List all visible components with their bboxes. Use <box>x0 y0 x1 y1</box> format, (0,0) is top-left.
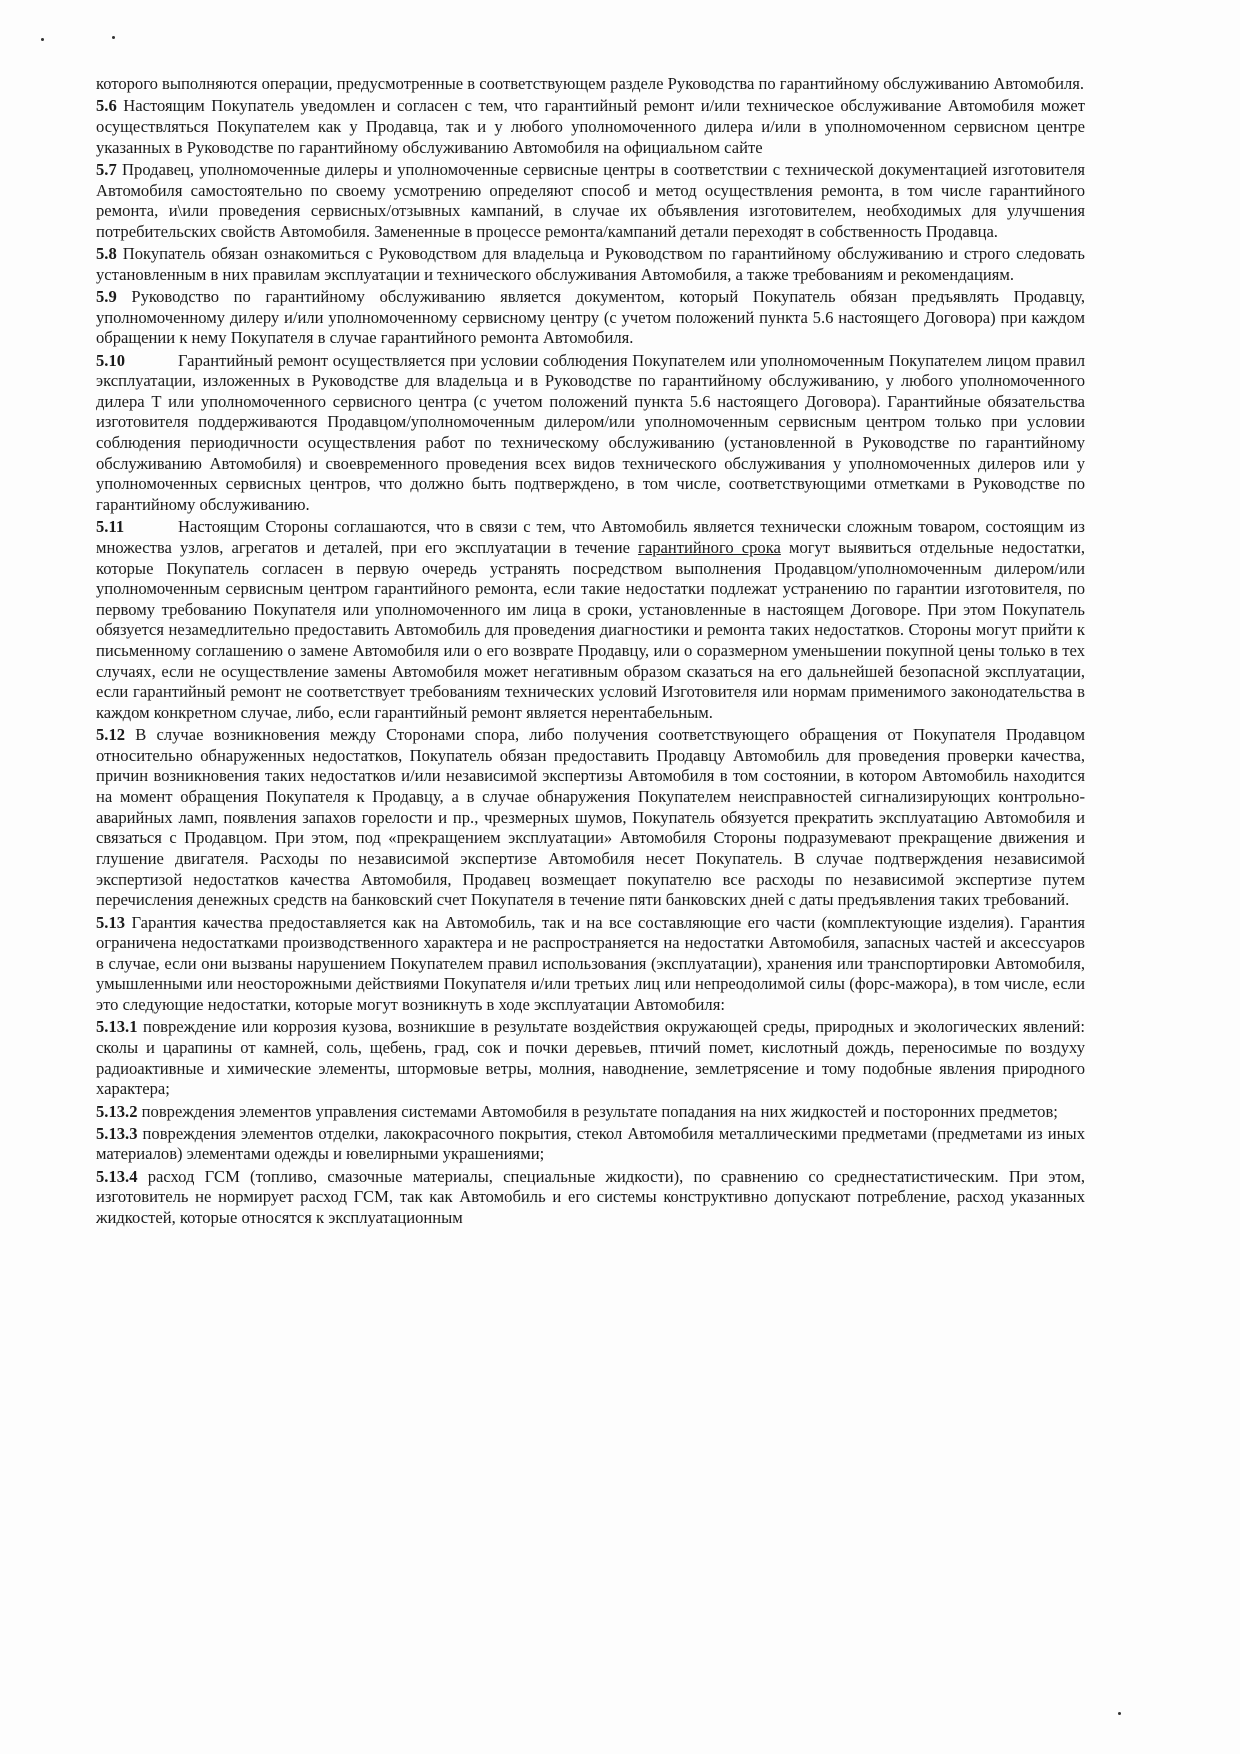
clause-number: 5.11 <box>96 517 125 537</box>
clause-5-13 <box>96 913 1085 1016</box>
clause-text: Руководство по гарантийному обслуживанию является документом, который Покупатель обязан предъявлять Продавцу, уполномоченному дилеру и/или уполномоченному сервисному центру (с учетом положений пункта 5.6 настоящего Договора) при каждом обращении к нему Покупателя в случае гарантийного ремонта Автомобиля. <box>96 287 1085 348</box>
clause-text: Гарантия качества предоставляется как на Автомобиль, так и на все составляющие его части (комплектующие изделия). Гарантия ограничена недостатками производственного характера и не распространяется на недостатки Автомобиля, запасных частей и аксессуаров в случае, если они вызваны нарушением Покупателем правил использования (эксплуатации), хранения или транспортировки Автомобиля, умышленными или неосторожными действиями Покупателя и/или третьих лиц или непреодолимой силы (форс-мажора), в том числе, если это следующие недостатки, которые могут возникнуть в ходе эксплуатации Автомобиля: <box>96 912 1086 1014</box>
clause-5-11 <box>96 517 1085 723</box>
clause-5-9 <box>96 287 1085 349</box>
paragraph-continuation: которого выполняются операции, предусмотренные в соответствующем разделе Руководства по гарантийному обслуживанию Автомобиля. <box>96 74 1085 93</box>
clause-number: 5.13.1 <box>96 1017 138 1037</box>
clause-5-8 <box>96 244 1085 285</box>
clause-text: повреждения элементов отделки, лакокрасочного покрытия, стекол Автомобиля металлическими предметами (предметами из иных материалов) элементами одежды и ювелирными украшениями; <box>96 1123 1085 1164</box>
clause-5-13-3 <box>96 1124 1085 1165</box>
clause-number: 5.10 <box>96 350 126 370</box>
scan-speck-2 <box>112 36 115 39</box>
clause-number: 5.8 <box>96 244 117 264</box>
clause-text: повреждения элементов управления системами Автомобиля в результате попадания на них жидкостей и посторонних предметов; <box>141 1101 1058 1121</box>
clause-number: 5.9 <box>96 287 117 306</box>
clause-number: 5.13.2 <box>96 1101 138 1121</box>
clause-5-6 <box>96 96 1085 158</box>
clause-5-13-2 <box>96 1102 1085 1123</box>
clause-number: 5.7 <box>96 159 117 179</box>
contract-text <box>96 74 1085 1230</box>
clause-number: 5.6 <box>96 96 117 116</box>
clause-text: Продавец, уполномоченные дилеры и уполномоченные сервисные центры в соответствии с технической документацией изготовителя Автомобиля самостоятельно по своему усмотрению определяют способ и метод осуществления ремонта, в том числе гарантийного ремонта, и\или проведения сервисных/отзывных кампаний, в случае их объявления изготовителем, необходимых для улучшения потребительских свойств Автомобиля. Замененные в процессе ремонта/кампаний детали переходят в собственность Продавца. <box>96 159 1086 241</box>
clause-text: В случае возникновения между Сторонами спора, либо получения соответствующего обращения от Покупателя Продавцом относительно обнаруженных недостатков, Покупатель обязан предоставить Продавцу Автомобиль для проведения проверки качества, причин возникновения таких недостатков и/или независимой экспертизы Автомобиля в том состоянии, в котором Автомобиль находится на момент обращения Покупателя к Продавцу, а в случае обнаружения Покупателем неисправностей сигнализирующих контрольно-аварийных ламп, появления запахов горелости и пр., чрезмерных шумов, Покупатель обязуется прекратить эксплуатацию Автомобиля и связаться с Продавцом. При этом, под «прекращением эксплуатации» Автомобиля Стороны подразумевают прекращение движения и глушение двигателя. Расходы по независимой экспертизе Автомобиля несет Покупатель. В случае подтверждения независимой экспертизой недостатков качества Автомобиля, Продавец возмещает покупателю все расходы по независимой экспертизе путем перечисления денежных средств на банковский счет Покупателя в течение пяти банковских дней с даты предъявления таких требований. <box>96 725 1085 910</box>
scan-speck-3 <box>1118 1712 1121 1715</box>
clause-number: 5.12 <box>96 725 126 745</box>
clause-5-10 <box>96 351 1085 516</box>
clause-5-13-4 <box>96 1167 1085 1229</box>
clause-text-after: могут выявиться отдельные недостатки, которые Покупатель согласен в первую очередь устранять посредством выполнения Продавцом/уполномоченным дилером/или уполномоченным сервисным центром гарантийного ремонта, если такие недостатки подлежат устранению по гарантии изготовителя, по первому требованию Покупателя или уполномоченного им лица в сроки, установленные в настоящем Договоре. При этом Покупатель обязуется незамедлительно предоставить Автомобиль для проведения диагностики и ремонта таких недостатков. Стороны могут прийти к письменному соглашению о замене Автомобиля или о его возврате Продавцу, или о соразмерном уменьшении покупной цены только в тех случаях, если не осуществление замены Автомобиля может негативным образом сказаться на его дальнейшей безопасной эксплуатации, если гарантийный ремонт не соответствует требованиям технических условий Изготовителя или нормам применимого законодательства в каждом конкретном случае, либо, если гарантийный ремонт является нерентабельным. <box>96 537 1085 722</box>
clause-5-7 <box>96 160 1085 243</box>
clause-text: Настоящим Покупатель уведомлен и согласен с тем, что гарантийный ремонт и/или техническое обслуживание Автомобиля может осуществляться Покупателем как у Продавца, так и у любого уполномоченного дилера и/или в уполномоченном сервисном центре указанных в Руководстве по гарантийному обслуживанию Автомобиля на официальном сайте <box>96 96 1085 157</box>
clause-number: 5.13.4 <box>96 1166 138 1186</box>
clause-number: 5.13 <box>96 912 126 932</box>
clause-5-12 <box>96 725 1085 911</box>
clause-text: Гарантийный ремонт осуществляется при условии соблюдения Покупателем или уполномоченным Покупателем лицом правил эксплуатации, изложенных в Руководстве для владельца и в Руководстве по гарантийному обслуживанию, у любого уполномоченного дилера Т или уполномоченного сервисного центра (с учетом положений пункта 5.6 настоящего Договора). Гарантийные обязательства изготовителя поддерживаются Продавцом/уполномоченным дилером/или уполномоченным сервисным центром только при условии соблюдения периодичности осуществления работ по техническому обслуживанию (установленной в Руководстве по гарантийному обслуживанию Автомобиля) и своевременного проведения всех видов технического обслуживания у уполномоченных дилеров или у уполномоченных сервисных центров, что должно быть подтверждено, в том числе, соответствующими отметками в Руководстве по гарантийному обслуживанию. <box>96 350 1085 514</box>
clause-text-before: Настоящим Стороны соглашаются, что в связи с тем, что Автомобиль является технически сложным товаром, состоящим из множества узлов, агрегатов и деталей, при его эксплуатации в течение <box>96 517 1085 557</box>
scan-speck-1 <box>41 38 44 41</box>
clause-5-13-1 <box>96 1017 1085 1100</box>
clause-text: повреждение или коррозия кузова, возникшие в результате воздействия окружающей среды, природных и экологических явлений: сколы и царапины от камней, соль, щебень, град, сок и почки деревьев, птичий помет, кислотный дождь, переносимые по воздуху радиоактивные и химические элементы, штормовые ветры, молния, наводнение, землетрясение и тому подобные явления природного характера; <box>96 1017 1085 1099</box>
warranty-period-term: гарантийного срока <box>638 537 781 557</box>
clause-text: Покупатель обязан ознакомиться с Руководством для владельца и Руководством по гарантийному обслуживанию и строго следовать установленным в них правилам эксплуатации и технического обслуживания Автомобиля, а также требованиям и рекомендациям. <box>96 244 1085 284</box>
clause-number: 5.13.3 <box>96 1123 138 1143</box>
clause-text: расход ГСМ (топливо, смазочные материалы, специальные жидкости), по сравнению со среднестатистическим. При этом, изготовитель не нормирует расход ГСМ, так как Автомобиль и его системы конструктивно допускают потребление, расход указанных жидкостей, которые относятся к эксплуатационным <box>96 1166 1085 1227</box>
